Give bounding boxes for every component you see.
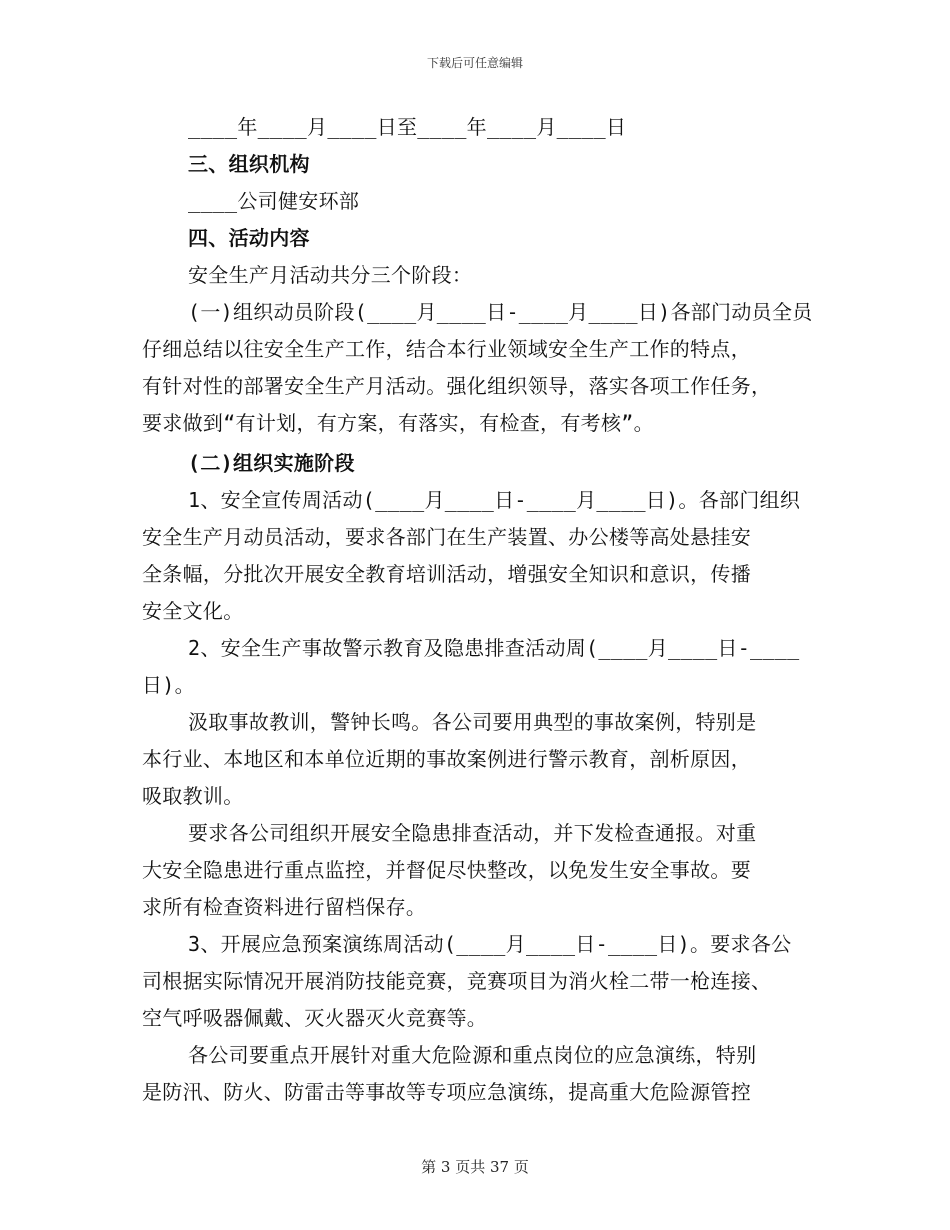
date-range-line: ____年____月____日至____年____月____日 <box>188 115 627 139</box>
paragraph-line: 2、安全生产事故警示教育及隐患排查活动周(____月____日-____ <box>188 636 800 660</box>
paragraph-line: 吸取教训。 <box>142 784 244 808</box>
page-header-note: 下载后可任意编辑 <box>426 56 523 70</box>
paragraph-line: 要求各公司组织开展安全隐患排查活动，并下发检查通报。对重 <box>188 821 757 845</box>
paragraph-line: 司根据实际情况开展消防技能竞赛，竞赛项目为消火栓二带一枪连接、 <box>142 969 772 993</box>
section-heading-activities: 四、活动内容 <box>188 226 310 250</box>
section-heading-organization: 三、组织机构 <box>188 152 310 176</box>
subsection-heading-implementation: (二)组织实施阶段 <box>188 451 355 475</box>
paragraph-line: 日)。 <box>142 673 195 697</box>
paragraph-line: 有针对性的部署安全生产月活动。强化组织领导，落实各项工作任务， <box>142 374 772 398</box>
paragraph-line: 是防汛、防火、防雷击等事故等专项应急演练，提高重大危险源管控 <box>142 1080 751 1104</box>
paragraph-line: 汲取事故教训，警钟长鸣。各公司要用典型的事故案例，特别是 <box>188 710 757 734</box>
paragraph-line: 安全生产月活动共分三个阶段： <box>188 263 473 287</box>
paragraph-line: 安全生产月动员活动，要求各部门在生产装置、办公楼等高处悬挂安 <box>142 525 751 549</box>
page-number-footer: 第 3 页共 37 页 <box>421 1158 529 1176</box>
paragraph-line: 各公司要重点开展针对重大危险源和重点岗位的应急演练，特别 <box>188 1043 757 1067</box>
paragraph-line: 仔细总结以往安全生产工作，结合本行业领域安全生产工作的特点， <box>142 337 751 361</box>
paragraph-line: 3、开展应急预案演练周活动(____月____日-____日)。要求各公 <box>188 932 792 956</box>
paragraph-line: 空气呼吸器佩戴、灭火器灭火竞赛等。 <box>142 1006 488 1030</box>
paragraph-line: 大安全隐患进行重点监控，并督促尽快整改，以免发生安全事故。要 <box>142 858 751 882</box>
organization-line: ____公司健安环部 <box>188 189 360 213</box>
paragraph-line: (一)组织动员阶段(____月____日-____月____日)各部门动员全员 <box>188 300 813 324</box>
paragraph-line: 1、安全宣传周活动(____月____日-____月____日)。各部门组织 <box>188 488 801 512</box>
paragraph-line: 安全文化。 <box>142 599 244 623</box>
paragraph-line: 求所有检查资料进行留档保存。 <box>142 895 427 919</box>
paragraph-line: 全条幅，分批次开展安全教育培训活动，增强安全知识和意识，传播 <box>142 562 751 586</box>
paragraph-line: 要求做到“有计划，有方案，有落实，有检查，有考核”。 <box>142 411 654 435</box>
paragraph-line: 本行业、本地区和本单位近期的事故案例进行警示教育，剖析原因， <box>142 747 751 771</box>
